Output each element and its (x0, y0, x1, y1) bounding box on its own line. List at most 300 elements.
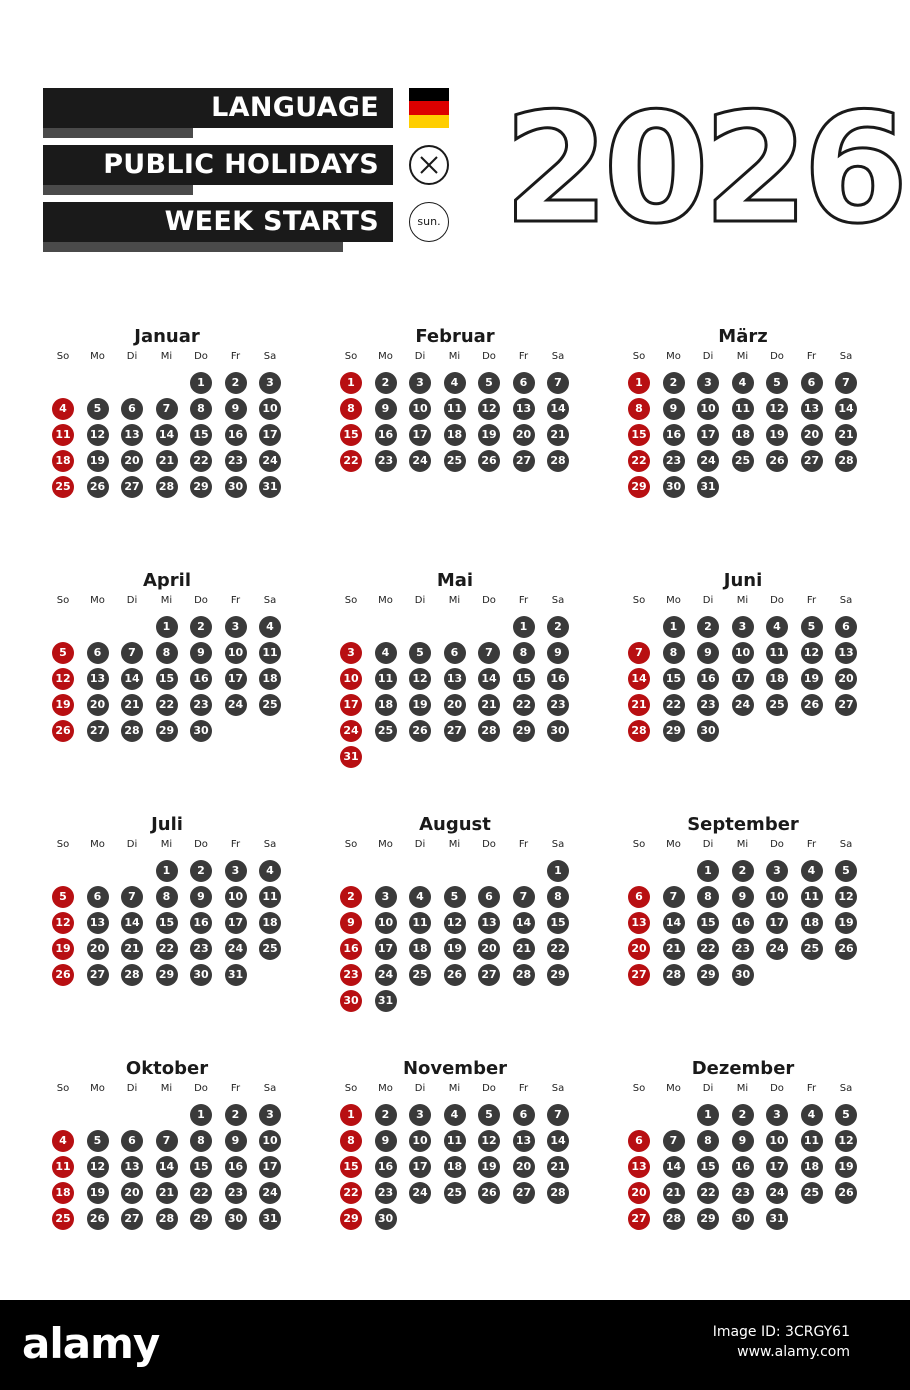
day: 28 (121, 964, 143, 986)
day: 8 (156, 886, 178, 908)
weekday-label: Sa (263, 351, 277, 362)
sunday-day: 29 (628, 476, 650, 498)
day: 18 (801, 1156, 823, 1178)
day: 2 (732, 1104, 754, 1126)
day: 4 (259, 616, 281, 638)
day: 24 (225, 694, 247, 716)
alamy-logo: alamy (22, 1319, 160, 1368)
day: 31 (259, 476, 281, 498)
day: 19 (87, 1182, 109, 1204)
weekday-label: Di (414, 839, 426, 850)
day: 16 (697, 668, 719, 690)
weekday-label: Di (414, 1083, 426, 1094)
day: 28 (478, 720, 500, 742)
day: 5 (835, 860, 857, 882)
sunday-day: 13 (628, 1156, 650, 1178)
day: 26 (87, 1208, 109, 1230)
weekday-label: Di (126, 351, 138, 362)
weekday-label: So (344, 595, 358, 606)
day: 4 (444, 372, 466, 394)
day: 3 (259, 372, 281, 394)
day: 10 (259, 398, 281, 420)
month-name: Mai (436, 570, 474, 591)
day: 26 (87, 476, 109, 498)
day: 12 (478, 1130, 500, 1152)
sunday-day: 25 (52, 476, 74, 498)
sunday-day: 11 (52, 1156, 74, 1178)
day: 21 (835, 424, 857, 446)
day: 29 (156, 720, 178, 742)
day: 16 (547, 668, 569, 690)
day: 14 (156, 424, 178, 446)
day: 27 (801, 450, 823, 472)
day: 3 (225, 616, 247, 638)
weekday-label: Sa (839, 595, 853, 606)
day: 26 (766, 450, 788, 472)
day: 28 (663, 964, 685, 986)
sunday-day: 9 (340, 912, 362, 934)
weekday-label: Mi (448, 839, 461, 850)
weekday-label: Mo (666, 351, 681, 362)
day: 23 (375, 450, 397, 472)
day: 17 (259, 424, 281, 446)
day: 17 (732, 668, 754, 690)
weekday-label: Do (770, 839, 784, 850)
banner-shadow (43, 185, 193, 195)
sunday-day: 4 (52, 1130, 74, 1152)
day: 1 (663, 616, 685, 638)
day: 2 (697, 616, 719, 638)
month-9 (618, 813, 868, 1033)
day: 19 (478, 1156, 500, 1178)
month-name: September (687, 814, 799, 835)
day: 30 (225, 1208, 247, 1230)
day: 10 (409, 398, 431, 420)
day: 24 (259, 450, 281, 472)
day: 8 (547, 886, 569, 908)
day: 19 (835, 1156, 857, 1178)
weekday-label: So (56, 595, 70, 606)
day: 18 (375, 694, 397, 716)
day: 18 (259, 912, 281, 934)
sunday-day: 13 (628, 912, 650, 934)
day: 6 (444, 642, 466, 664)
day: 12 (478, 398, 500, 420)
day: 4 (766, 616, 788, 638)
day: 23 (732, 1182, 754, 1204)
day: 25 (259, 938, 281, 960)
month-11 (330, 1057, 580, 1277)
day: 3 (766, 1104, 788, 1126)
day: 3 (375, 886, 397, 908)
day: 22 (156, 694, 178, 716)
sunday-day: 11 (52, 424, 74, 446)
day: 2 (732, 860, 754, 882)
day: 11 (801, 1130, 823, 1152)
weekday-label: So (344, 351, 358, 362)
sunday-day: 1 (340, 1104, 362, 1126)
day: 16 (375, 424, 397, 446)
day: 8 (190, 1130, 212, 1152)
day: 6 (87, 886, 109, 908)
weekday-label: Fr (806, 839, 817, 850)
weekday-label: So (56, 839, 70, 850)
day: 5 (478, 1104, 500, 1126)
sunday-day: 5 (52, 642, 74, 664)
day: 13 (444, 668, 466, 690)
day: 17 (409, 1156, 431, 1178)
day: 21 (513, 938, 535, 960)
weekday-label: Di (702, 839, 714, 850)
day: 18 (444, 424, 466, 446)
day: 24 (766, 938, 788, 960)
day: 3 (225, 860, 247, 882)
day: 17 (225, 668, 247, 690)
day: 28 (121, 720, 143, 742)
sunday-day: 6 (628, 886, 650, 908)
day: 28 (156, 1208, 178, 1230)
sunday-day: 22 (340, 450, 362, 472)
weekday-label: Fr (230, 1083, 241, 1094)
weekday-label: Sa (551, 351, 565, 362)
day: 26 (801, 694, 823, 716)
day: 14 (547, 1130, 569, 1152)
sunday-day: 19 (52, 694, 74, 716)
day: 11 (801, 886, 823, 908)
day: 4 (801, 1104, 823, 1126)
weekday-label: Fr (518, 351, 529, 362)
day: 5 (766, 372, 788, 394)
day: 21 (121, 938, 143, 960)
day: 15 (663, 668, 685, 690)
day: 5 (87, 1130, 109, 1152)
day: 15 (156, 668, 178, 690)
day: 19 (409, 694, 431, 716)
month-name: Oktober (125, 1058, 209, 1079)
weekday-label: Di (702, 1083, 714, 1094)
day: 21 (663, 938, 685, 960)
day: 20 (801, 424, 823, 446)
day: 20 (444, 694, 466, 716)
weekday-label: Do (482, 595, 496, 606)
sunday-day: 8 (340, 398, 362, 420)
day: 16 (190, 912, 212, 934)
day: 7 (121, 886, 143, 908)
day: 24 (409, 1182, 431, 1204)
sunday-day: 6 (628, 1130, 650, 1152)
day: 28 (547, 450, 569, 472)
day: 6 (513, 1104, 535, 1126)
sunday-day: 7 (628, 642, 650, 664)
month-name: Juli (151, 814, 183, 835)
day: 24 (259, 1182, 281, 1204)
day: 17 (697, 424, 719, 446)
day: 8 (697, 886, 719, 908)
day: 30 (732, 964, 754, 986)
day: 25 (732, 450, 754, 472)
day: 18 (801, 912, 823, 934)
month-8 (330, 813, 580, 1033)
day: 25 (766, 694, 788, 716)
day: 6 (835, 616, 857, 638)
sunday-day: 12 (52, 668, 74, 690)
weekday-label: Do (770, 595, 784, 606)
day: 6 (87, 642, 109, 664)
image-id-text: Image ID: 3CRGY61 (712, 1324, 850, 1340)
sunday-day: 15 (628, 424, 650, 446)
weekday-label: Do (194, 1083, 208, 1094)
day: 30 (190, 964, 212, 986)
day: 22 (156, 938, 178, 960)
day: 6 (121, 398, 143, 420)
day: 12 (801, 642, 823, 664)
sunday-day: 22 (340, 1182, 362, 1204)
image-id (713, 1322, 850, 1362)
day: 18 (766, 668, 788, 690)
day: 9 (547, 642, 569, 664)
weekday-label: Di (414, 351, 426, 362)
weekday-label: Do (482, 1083, 496, 1094)
month-3 (618, 325, 868, 545)
day: 18 (444, 1156, 466, 1178)
day: 7 (547, 1104, 569, 1126)
language-banner: LANGUAGE (43, 88, 393, 128)
day: 20 (87, 938, 109, 960)
day: 9 (697, 642, 719, 664)
day: 7 (835, 372, 857, 394)
weekday-label: So (632, 595, 646, 606)
weekday-label: Mi (448, 595, 461, 606)
day: 6 (513, 372, 535, 394)
day: 9 (732, 886, 754, 908)
day: 9 (190, 642, 212, 664)
weekday-label: Fr (806, 595, 817, 606)
weekday-label: So (344, 1083, 358, 1094)
day: 2 (663, 372, 685, 394)
day: 21 (547, 1156, 569, 1178)
day: 19 (835, 912, 857, 934)
day: 4 (259, 860, 281, 882)
sunday-day: 10 (340, 668, 362, 690)
day: 28 (513, 964, 535, 986)
weekday-label: Mi (736, 839, 749, 850)
day: 1 (697, 860, 719, 882)
month-name: Januar (134, 326, 200, 347)
day: 4 (409, 886, 431, 908)
weekday-label: Mi (736, 1083, 749, 1094)
day: 21 (478, 694, 500, 716)
month-name: Dezember (691, 1058, 795, 1079)
weekday-label: Mi (160, 839, 173, 850)
day: 22 (513, 694, 535, 716)
day: 7 (663, 886, 685, 908)
weekday-label: Fr (518, 595, 529, 606)
day: 13 (835, 642, 857, 664)
day: 17 (259, 1156, 281, 1178)
weekday-label: Do (770, 1083, 784, 1094)
sunday-day: 16 (340, 938, 362, 960)
month-name: August (419, 814, 491, 835)
day: 26 (409, 720, 431, 742)
day: 14 (663, 1156, 685, 1178)
day: 20 (513, 424, 535, 446)
day: 25 (444, 1182, 466, 1204)
weekday-label: Di (126, 595, 138, 606)
weekday-label: Fr (806, 1083, 817, 1094)
sunday-day: 19 (52, 938, 74, 960)
day: 2 (190, 616, 212, 638)
weekday-label: So (344, 839, 358, 850)
sunday-day: 25 (52, 1208, 74, 1230)
day: 9 (663, 398, 685, 420)
weekday-label: Mo (378, 1083, 393, 1094)
day: 20 (478, 938, 500, 960)
day: 25 (801, 938, 823, 960)
day: 12 (444, 912, 466, 934)
day: 30 (697, 720, 719, 742)
day: 31 (259, 1208, 281, 1230)
day: 26 (835, 1182, 857, 1204)
day: 8 (190, 398, 212, 420)
day: 19 (444, 938, 466, 960)
sunday-day: 30 (340, 990, 362, 1012)
day: 11 (409, 912, 431, 934)
day: 29 (190, 476, 212, 498)
day: 23 (225, 450, 247, 472)
weekday-label: Mo (378, 595, 393, 606)
day: 11 (444, 1130, 466, 1152)
weekday-label: Di (126, 839, 138, 850)
day: 22 (697, 1182, 719, 1204)
day: 7 (156, 398, 178, 420)
day: 15 (547, 912, 569, 934)
day: 31 (697, 476, 719, 498)
day: 2 (375, 1104, 397, 1126)
footer (0, 1300, 910, 1390)
weekday-label: Sa (551, 595, 565, 606)
day: 7 (513, 886, 535, 908)
day: 30 (375, 1208, 397, 1230)
weekday-label: Mo (90, 595, 105, 606)
day: 23 (190, 694, 212, 716)
day: 30 (547, 720, 569, 742)
day: 13 (121, 1156, 143, 1178)
day: 16 (375, 1156, 397, 1178)
weekday-label: Fr (518, 1083, 529, 1094)
day: 7 (478, 642, 500, 664)
weekday-label: Mo (378, 839, 393, 850)
day: 25 (801, 1182, 823, 1204)
day: 28 (663, 1208, 685, 1230)
day: 2 (225, 1104, 247, 1126)
weekday-label: So (632, 839, 646, 850)
sunday-day: 29 (340, 1208, 362, 1230)
day: 2 (225, 372, 247, 394)
day: 5 (409, 642, 431, 664)
weekday-label: Do (194, 595, 208, 606)
day: 12 (766, 398, 788, 420)
weekday-label: Mo (666, 595, 681, 606)
weekday-label: Sa (839, 839, 853, 850)
weekday-label: Mo (90, 839, 105, 850)
month-2 (330, 325, 580, 545)
day: 27 (513, 1182, 535, 1204)
day: 15 (190, 1156, 212, 1178)
day: 26 (478, 1182, 500, 1204)
day: 30 (190, 720, 212, 742)
day: 9 (225, 398, 247, 420)
sunday-day: 5 (52, 886, 74, 908)
day: 5 (801, 616, 823, 638)
day: 17 (766, 1156, 788, 1178)
weekday-label: Do (482, 839, 496, 850)
day: 1 (156, 860, 178, 882)
day: 12 (835, 886, 857, 908)
weekday-label: Mi (736, 595, 749, 606)
day: 21 (663, 1182, 685, 1204)
day: 28 (547, 1182, 569, 1204)
weekday-label: So (632, 1083, 646, 1094)
day: 14 (663, 912, 685, 934)
day: 4 (375, 642, 397, 664)
weekday-label: So (632, 351, 646, 362)
weekday-label: Mi (736, 351, 749, 362)
day: 20 (513, 1156, 535, 1178)
day: 20 (87, 694, 109, 716)
day: 21 (156, 1182, 178, 1204)
sunday-day: 15 (340, 424, 362, 446)
day: 16 (732, 1156, 754, 1178)
day: 23 (190, 938, 212, 960)
month-name: November (402, 1058, 508, 1079)
weekday-label: Mi (160, 1083, 173, 1094)
day: 26 (835, 938, 857, 960)
day: 5 (478, 372, 500, 394)
day: 9 (375, 398, 397, 420)
day: 11 (375, 668, 397, 690)
day: 11 (444, 398, 466, 420)
day: 16 (225, 1156, 247, 1178)
day: 25 (259, 694, 281, 716)
day: 1 (697, 1104, 719, 1126)
weekday-label: Di (126, 1083, 138, 1094)
sunday-day: 8 (628, 398, 650, 420)
day: 3 (732, 616, 754, 638)
day: 28 (156, 476, 178, 498)
day: 10 (409, 1130, 431, 1152)
day: 22 (697, 938, 719, 960)
weekday-label: Fr (806, 351, 817, 362)
day: 23 (732, 938, 754, 960)
sunday-day: 26 (52, 964, 74, 986)
day: 27 (444, 720, 466, 742)
day: 7 (156, 1130, 178, 1152)
year-title (503, 80, 903, 257)
day: 24 (409, 450, 431, 472)
day: 3 (259, 1104, 281, 1126)
day: 9 (375, 1130, 397, 1152)
day: 6 (801, 372, 823, 394)
month-name: Juni (723, 570, 763, 591)
day: 30 (225, 476, 247, 498)
day: 13 (801, 398, 823, 420)
sunday-day: 24 (340, 720, 362, 742)
day: 3 (766, 860, 788, 882)
weekday-label: So (56, 351, 70, 362)
day: 16 (732, 912, 754, 934)
weekday-label: Sa (839, 351, 853, 362)
day: 12 (87, 424, 109, 446)
